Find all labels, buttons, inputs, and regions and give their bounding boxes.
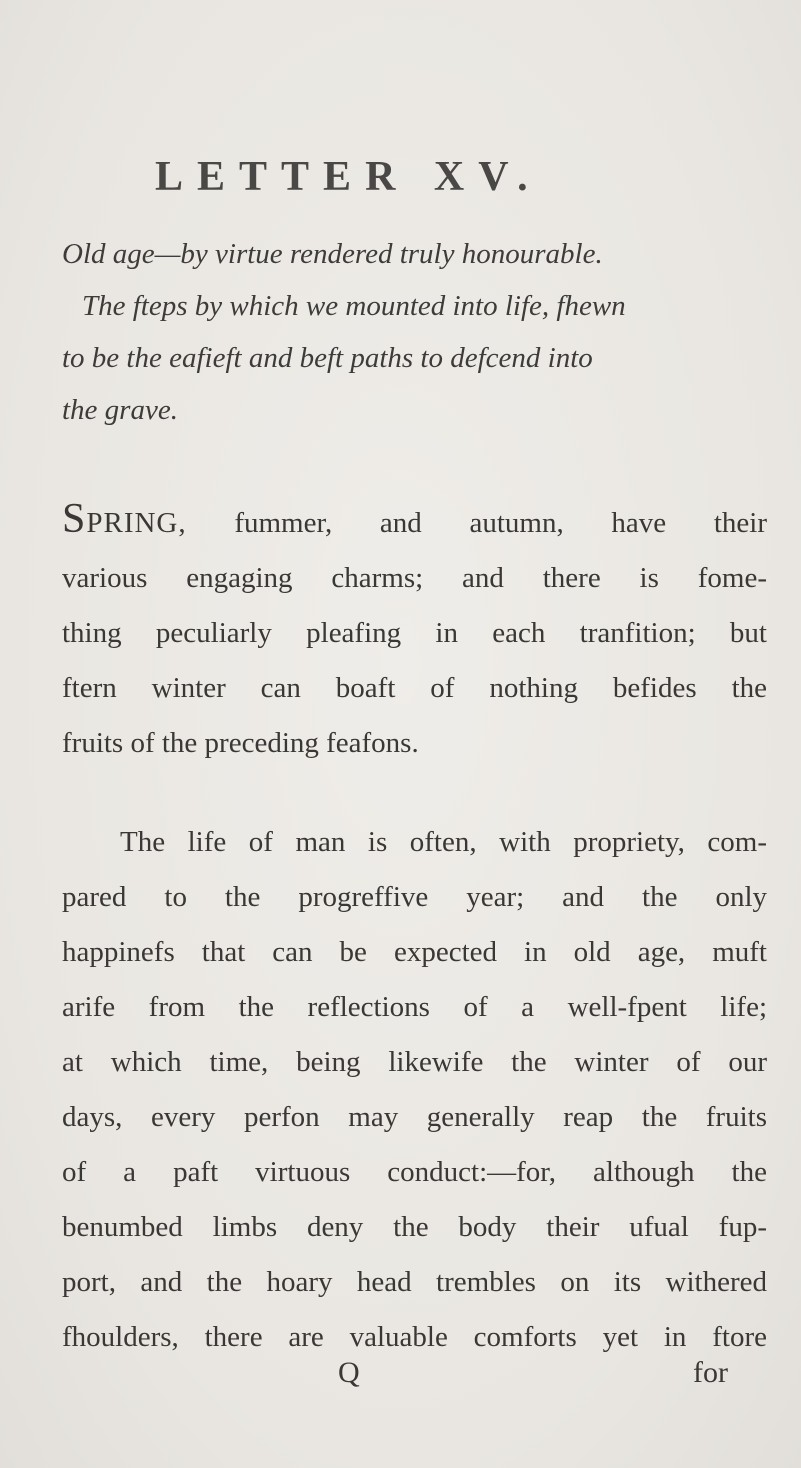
- paragraph-line: port, and the hoary head trembles on its withered: [62, 1266, 767, 1298]
- paragraph-line: happinefs that can be expected in old age, muft: [62, 936, 767, 968]
- paragraph-line: pared to the progreffive year; and the only: [62, 881, 767, 913]
- paragraph-2: [62, 815, 767, 1365]
- catchword: for: [693, 1356, 728, 1389]
- paragraph-line: fruits of the preceding feafons.: [62, 727, 419, 759]
- letter-heading: LETTER XV.: [155, 154, 542, 200]
- paragraph-line: at which time, being likewife the winter of our: [62, 1046, 767, 1078]
- summary-line: the grave.: [62, 394, 178, 426]
- paragraph-line: [62, 496, 767, 551]
- summary-line: to be the eafieft and beft paths to defcend into: [62, 342, 593, 374]
- letter-summary: [62, 228, 762, 436]
- paragraph-line: fhoulders, there are valuable comforts yet in ftore: [62, 1321, 767, 1353]
- paragraph-line: days, every perfon may generally reap the fruits: [62, 1101, 767, 1133]
- paragraph-line: thing peculiarly pleafing in each tranfition; but: [62, 617, 767, 649]
- paragraph-line: benumbed limbs deny the body their ufual fup-: [62, 1211, 767, 1243]
- summary-line: Old age—by virtue rendered truly honourable.: [62, 238, 603, 270]
- paragraph-line: of a paft virtuous conduct:—for, although the: [62, 1156, 767, 1188]
- paragraph-line: ftern winter can boaft of nothing befides the: [62, 672, 767, 704]
- paragraph-line: arife from the reflections of a well-fpent life;: [62, 991, 767, 1023]
- paragraph-1: [62, 496, 767, 771]
- first-line-rest: fummer, and autumn, have their: [186, 507, 767, 539]
- drop-cap: S: [62, 496, 87, 542]
- paragraph-line: The life of man is often, with propriety, com-: [120, 826, 767, 858]
- small-caps-word: PRING,: [86, 507, 187, 539]
- signature-mark: Q: [338, 1356, 360, 1389]
- paragraph-line: various engaging charms; and there is fome-: [62, 562, 767, 594]
- summary-line: The fteps by which we mounted into life, fhewn: [82, 290, 626, 322]
